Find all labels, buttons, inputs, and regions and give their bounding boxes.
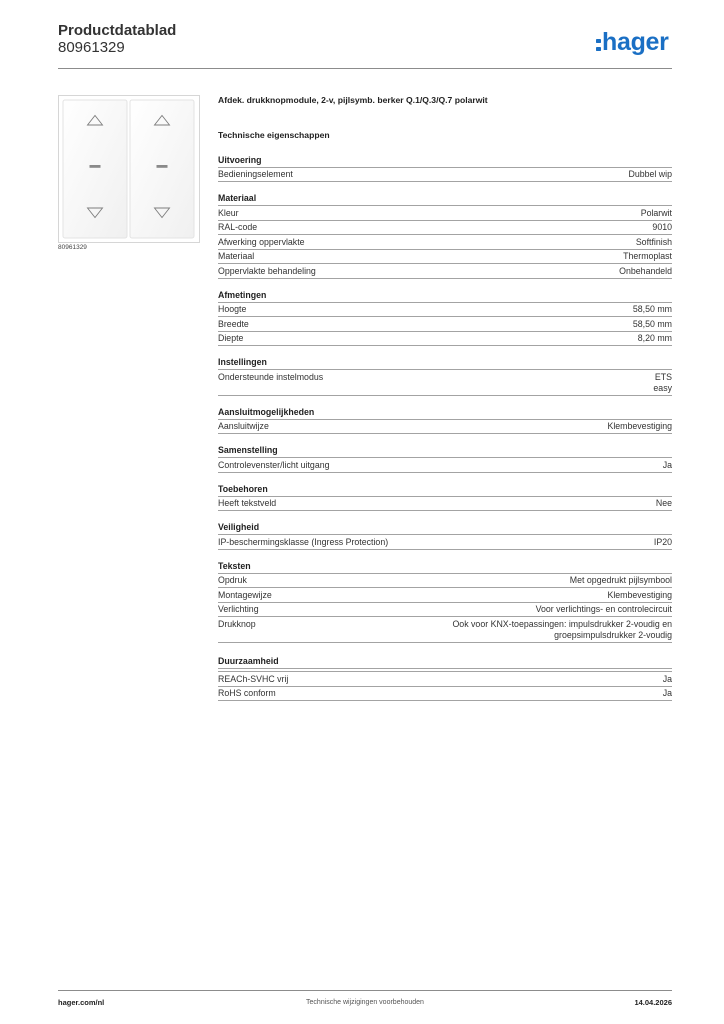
spec-sections (218, 153, 672, 701)
spec-row (218, 221, 672, 236)
spec-section (218, 444, 672, 473)
spec-row (218, 671, 672, 687)
spec-value: Polarwit (640, 207, 672, 218)
section-title: Duurzaamheid (218, 655, 672, 670)
footer-date: 14.04.2026 (634, 998, 672, 1007)
section-title: Afmetingen (218, 288, 672, 303)
spec-section (218, 356, 672, 396)
spec-label: Kleur (218, 207, 239, 218)
spec-row (218, 370, 672, 396)
spec-section (218, 559, 672, 643)
spec-row (218, 588, 672, 603)
spec-section (218, 655, 672, 702)
spec-value: IP20 (653, 536, 672, 547)
product-image (58, 95, 200, 243)
spec-row (218, 574, 672, 589)
spec-value: 9010 (652, 222, 672, 232)
spec-row (218, 617, 672, 643)
spec-label: Montagewijze (218, 589, 272, 600)
spec-section (218, 405, 672, 434)
spec-value: 58,50 mm (632, 304, 672, 314)
spec-label: Verlichting (218, 604, 259, 614)
spec-row (218, 497, 672, 512)
spec-value: Ja (662, 459, 672, 470)
spec-value: Klembevestiging (607, 589, 672, 600)
spec-value: Dubbel wip (628, 169, 672, 179)
spec-label: Drukknop (218, 618, 256, 629)
section-title: Toebehoren (218, 482, 672, 497)
spec-value: Nee (655, 498, 672, 508)
spec-row (218, 235, 672, 250)
spec-value: Ja (662, 688, 672, 698)
spec-label: REACh-SVHC vrij (218, 673, 289, 684)
spec-label: Diepte (218, 333, 244, 343)
spec-value: 58,50 mm (632, 318, 672, 329)
footer-website-link[interactable]: hager.com/nl (58, 998, 105, 1007)
spec-label: Bedieningselement (218, 169, 293, 179)
specification-content (218, 93, 672, 701)
product-title: Afdek. drukknopmodule, 2-v, pijlsymb. berker Q.1/Q.3/Q.7 polarwit (218, 95, 488, 105)
spec-label: IP-beschermingsklasse (Ingress Protection) (218, 536, 389, 547)
spec-row (218, 264, 672, 279)
spec-row (218, 206, 672, 221)
spec-label: RAL-code (218, 222, 258, 232)
header-divider (58, 68, 672, 69)
spec-label: Afwerking oppervlakte (218, 236, 305, 247)
spec-value: Ook voor KNX-toepassingen: impulsdrukker 2-voudig en groepsimpulsdrukker 2-voudig (452, 618, 672, 640)
spec-label: Controlevenster/licht uitgang (218, 459, 330, 470)
spec-section (218, 521, 672, 550)
spec-row (218, 317, 672, 332)
section-title: Samenstelling (218, 444, 672, 459)
spec-row (218, 687, 672, 702)
document-title: Productdatablad (58, 22, 177, 39)
spec-row (218, 535, 672, 550)
spec-label: Ondersteunde instelmodus (218, 371, 324, 382)
spec-label: RoHS conform (218, 688, 276, 698)
spec-value (653, 372, 672, 394)
spec-label: Aansluitwijze (218, 421, 269, 431)
spec-value: Klembevestiging (607, 421, 672, 431)
section-title: Materiaal (218, 192, 672, 207)
spec-row (218, 420, 672, 435)
spec-value: Onbehandeld (619, 265, 672, 276)
spec-value-line: ETS (654, 371, 672, 382)
spec-row (218, 168, 672, 183)
spec-row (218, 250, 672, 265)
spec-label: Opdruk (218, 575, 247, 585)
logo-wordmark: hager (602, 28, 669, 56)
spec-section (218, 192, 672, 279)
logo-colon-mark (596, 39, 601, 44)
logo-colon-mark (596, 47, 601, 52)
spec-value: Ja (662, 673, 672, 684)
spec-label: Hoogte (218, 304, 247, 314)
spec-label: Oppervlakte behandeling (218, 265, 316, 276)
section-title: Instellingen (218, 356, 672, 371)
spec-row (218, 303, 672, 318)
spec-value: 8,20 mm (637, 333, 672, 343)
dash-icon (157, 165, 168, 168)
spec-section (218, 482, 672, 511)
spec-value: Thermoplast (623, 251, 672, 261)
spec-value-line: easy (653, 382, 672, 393)
properties-heading: Technische eigenschappen (218, 130, 330, 140)
section-title: Uitvoering (218, 153, 672, 168)
spec-label: Materiaal (218, 251, 255, 261)
section-title: Teksten (218, 559, 672, 574)
spec-section (218, 288, 672, 346)
spec-row (218, 603, 672, 618)
spec-row (218, 332, 672, 347)
spec-value: Met opgedrukt pijlsymbool (569, 575, 672, 585)
image-caption: 80961329 (58, 244, 87, 251)
spec-section (218, 153, 672, 182)
spec-row (218, 458, 672, 473)
dash-icon (90, 165, 101, 168)
spec-value: Voor verlichtings- en controlecircuit (535, 604, 672, 614)
footer-disclaimer: Technische wijzigingen voorbehouden (306, 999, 424, 1006)
spec-label: Heeft tekstveld (218, 498, 277, 508)
footer-divider (58, 990, 672, 991)
product-number: 80961329 (58, 39, 125, 56)
section-title: Aansluitmogelijkheden (218, 405, 672, 420)
spec-label: Breedte (218, 318, 249, 329)
hager-logo (596, 30, 676, 57)
section-title: Veiligheid (218, 521, 672, 536)
spec-value: Softfinish (635, 236, 672, 247)
